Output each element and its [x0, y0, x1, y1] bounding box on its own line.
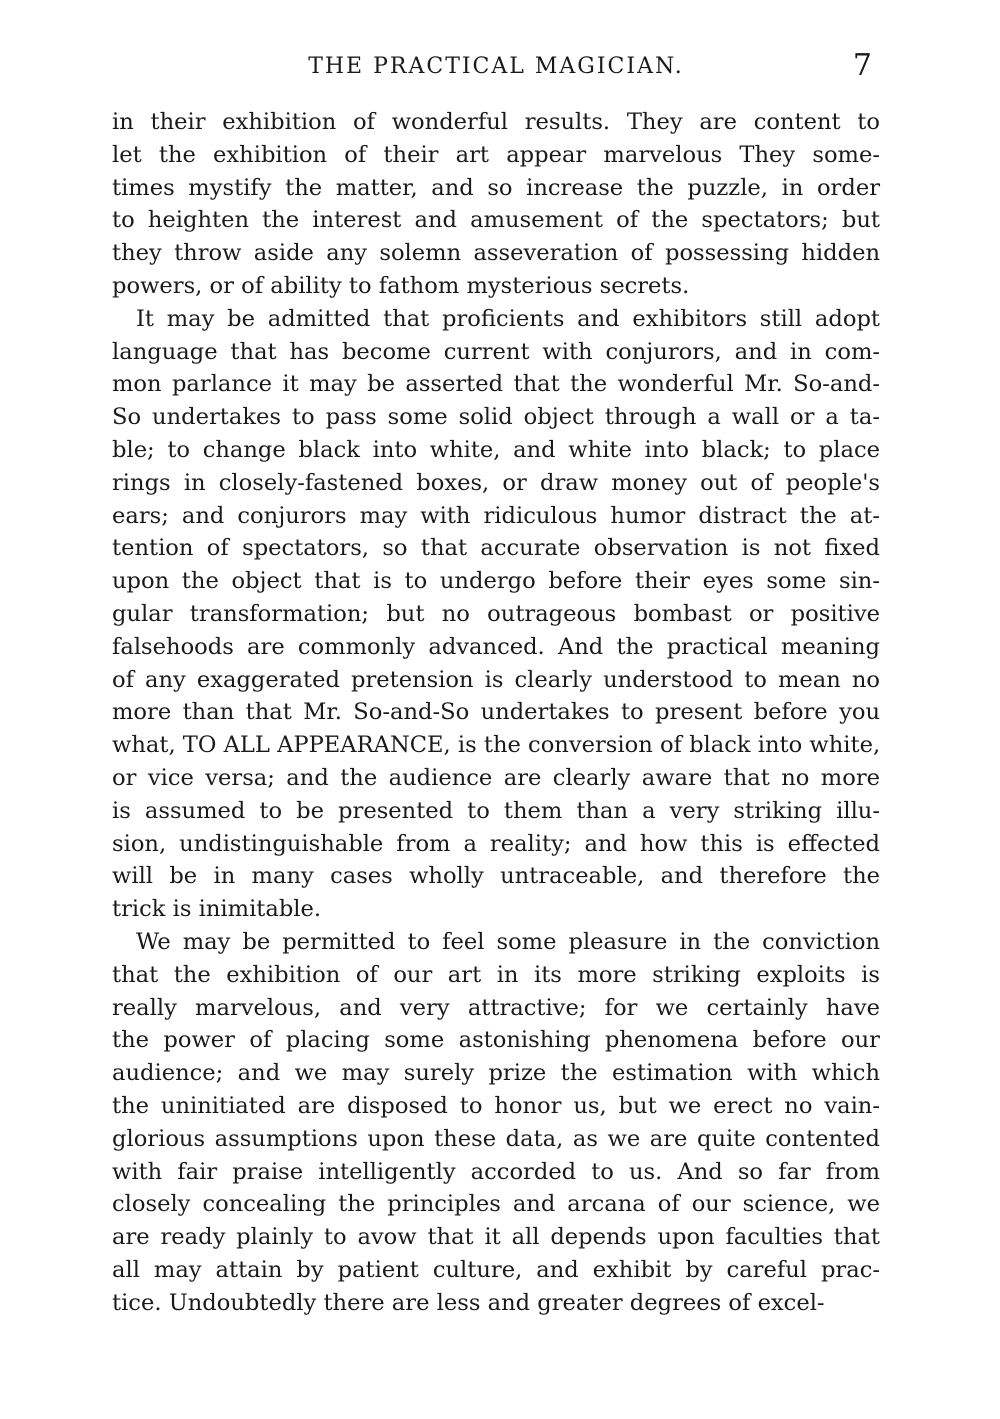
text-line: rings in closely-fastened boxes, or draw money out of people's [112, 469, 880, 496]
text-line: tention of spectators, so that accurate observation is not fixed [112, 535, 880, 562]
text-line: language that has become current with conjurors, and in com- [112, 338, 880, 365]
text-line: tice. Undoubtedly there are less and greater degrees of excel- [112, 1289, 825, 1316]
text-line: the power of placing some astonishing phenomena before our [112, 1027, 880, 1054]
text-line: with fair praise intelligently accorded to us. And so far from [112, 1158, 880, 1185]
page-number: 7 [852, 48, 872, 83]
paragraph [112, 303, 880, 926]
text-line: all may attain by patient culture, and exhibit by careful prac- [112, 1256, 880, 1283]
text-line: or vice versa; and the audience are clearly aware that no more [112, 764, 880, 791]
text-line: will be in many cases wholly untraceable, and therefore the [112, 863, 880, 890]
text-line: to heighten the interest and amusement of the spectators; but [112, 207, 880, 234]
text-line: the uninitiated are disposed to honor us, but we erect no vain- [112, 1092, 880, 1119]
text-line: glorious assumptions upon these data, as we are quite contented [112, 1125, 880, 1152]
body-text [112, 106, 880, 1319]
text-line: really marvelous, and very attractive; for we certainly have [112, 994, 880, 1021]
running-title: THE PRACTICAL MAGICIAN. [308, 54, 684, 79]
text-line: ears; and conjurors may with ridiculous humor distract the at- [112, 502, 880, 529]
text-line: closely concealing the principles and arcana of our science, we [112, 1191, 880, 1218]
text-line: powers, or of ability to fathom mysterious secrets. [112, 272, 690, 299]
text-line: upon the object that is to undergo before their eyes some sin- [112, 568, 880, 595]
text-line: more than that Mr. So-and-So undertakes to present before you [112, 699, 880, 726]
text-line: trick is inimitable. [112, 896, 322, 923]
text-line: gular transformation; but no outrageous bombast or positive [112, 600, 880, 627]
text-line: So undertakes to pass some solid object through a wall or a ta- [112, 404, 880, 431]
text-line: of any exaggerated pretension is clearly understood to mean no [112, 666, 880, 693]
text-line: is assumed to be presented to them than a very striking illu- [112, 797, 880, 824]
text-line: mon parlance it may be asserted that the wonderful Mr. So-and- [112, 371, 880, 398]
text-line: We may be permitted to feel some pleasure in the conviction [136, 928, 880, 955]
text-line: audience; and we may surely prize the estimation with which [112, 1060, 880, 1087]
book-page [112, 48, 880, 1319]
running-header [112, 48, 880, 88]
text-line: what, TO ALL APPEARANCE, is the conversion of black into white, [112, 732, 881, 759]
text-line: are ready plainly to avow that it all depends upon faculties that [112, 1224, 880, 1251]
text-line: ble; to change black into white, and white into black; to place [112, 436, 880, 463]
text-line: let the exhibition of their art appear marvelous They some- [112, 141, 880, 168]
text-line: they throw aside any solemn asseveration of possessing hidden [112, 240, 880, 267]
paragraph [112, 106, 880, 303]
text-line: that the exhibition of our art in its more striking exploits is [112, 961, 880, 988]
text-line: in their exhibition of wonderful results. They are content to [112, 109, 880, 135]
text-line: It may be admitted that proficients and exhibitors still adopt [136, 305, 880, 332]
text-line: sion, undistinguishable from a reality; and how this is effected [112, 830, 880, 857]
paragraph [112, 926, 880, 1320]
text-line: falsehoods are commonly advanced. And the practical meaning [112, 633, 880, 660]
text-line: times mystify the matter, and so increase the puzzle, in order [112, 174, 880, 201]
